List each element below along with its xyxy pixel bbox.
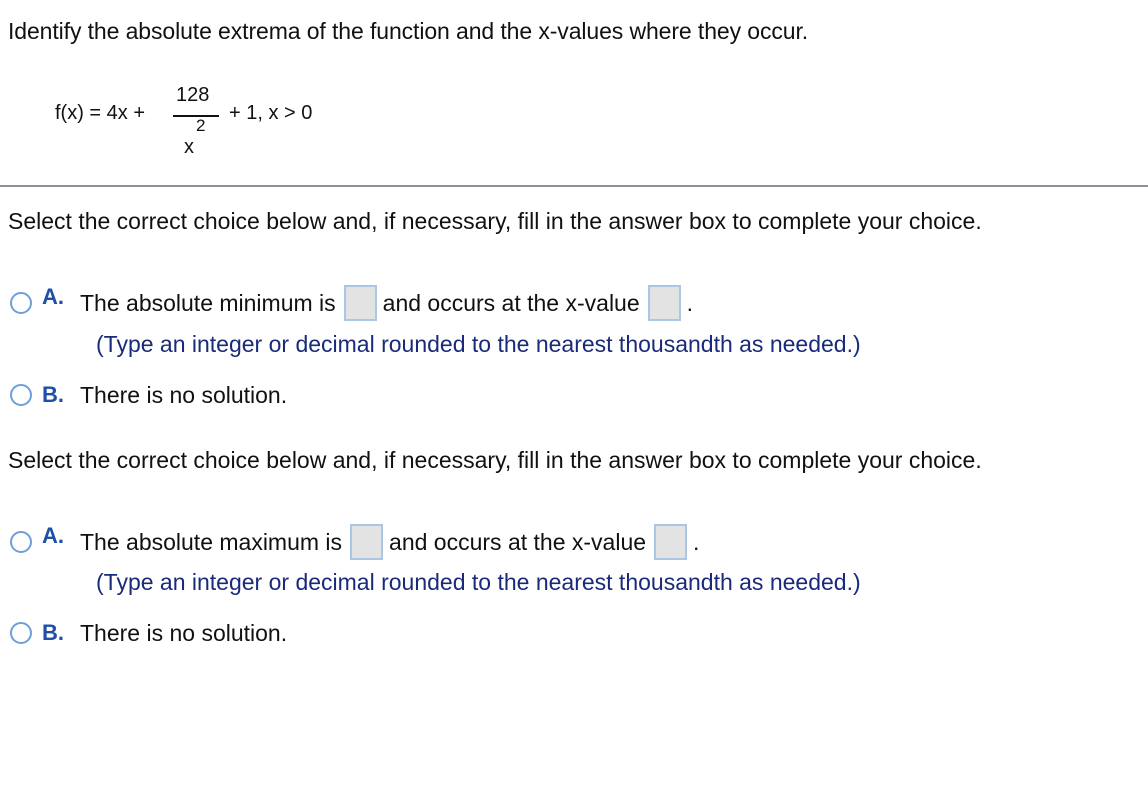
part2-max-label: The absolute maximum is bbox=[80, 528, 343, 555]
part2-choice-a-letter: A. bbox=[42, 523, 64, 548]
denominator-exponent: 2 bbox=[196, 116, 206, 135]
part2-period: . bbox=[693, 528, 700, 555]
part1-choice-b-text: There is no solution. bbox=[80, 381, 288, 408]
part1-instruction: Select the correct choice below and, if necessary, fill in the answer box to complete your choice. bbox=[8, 208, 982, 234]
denominator-base: x bbox=[184, 136, 194, 158]
part2-choice-b-text: There is no solution. bbox=[80, 619, 288, 646]
part2-instruction: Select the correct choice below and, if necessary, fill in the answer box to complete your choice. bbox=[8, 447, 982, 473]
part2-choice-b-radio[interactable] bbox=[10, 622, 32, 644]
part1-period: . bbox=[686, 289, 694, 316]
part2-choice-b-letter: B. bbox=[42, 620, 64, 645]
part1-choice-a-letter: A. bbox=[42, 284, 64, 309]
part2-choice-a[interactable] bbox=[10, 524, 699, 560]
part1-hint: (Type an integer or decimal rounded to the nearest thousandth as needed.) bbox=[96, 331, 861, 357]
part1-min-value-input[interactable] bbox=[344, 285, 377, 321]
part1-xvalue-input[interactable] bbox=[648, 285, 681, 321]
part1-choice-b-letter: B. bbox=[42, 382, 64, 407]
part1-choice-a-radio[interactable] bbox=[10, 292, 32, 314]
part1-choice-b[interactable] bbox=[10, 377, 287, 413]
part2-xvalue-label: and occurs at the x-value bbox=[389, 528, 647, 555]
part2-choice-b[interactable] bbox=[10, 615, 287, 651]
part1-choice-a-text bbox=[80, 285, 693, 321]
formula-fraction bbox=[173, 84, 219, 164]
question-text: Identify the absolute extrema of the function and the x-values where they occur. bbox=[8, 18, 809, 44]
part2-choice-a-radio[interactable] bbox=[10, 531, 32, 553]
part2-max-value-input[interactable] bbox=[350, 524, 383, 560]
fraction-numerator: 128 bbox=[176, 84, 210, 106]
part1-min-label: The absolute minimum is bbox=[80, 289, 336, 316]
part1-xvalue-label: and occurs at the x-value bbox=[382, 289, 640, 316]
part2-xvalue-input[interactable] bbox=[654, 524, 687, 560]
formula-rhs: + 1, x > 0 bbox=[229, 102, 313, 124]
formula-lhs: f(x) = 4x + bbox=[55, 102, 146, 124]
section-divider bbox=[0, 185, 1148, 187]
part1-choice-a[interactable] bbox=[10, 285, 693, 321]
part2-hint: (Type an integer or decimal rounded to the nearest thousandth as needed.) bbox=[96, 569, 861, 595]
part2-choice-a-text bbox=[80, 524, 699, 560]
part1-choice-b-radio[interactable] bbox=[10, 384, 32, 406]
